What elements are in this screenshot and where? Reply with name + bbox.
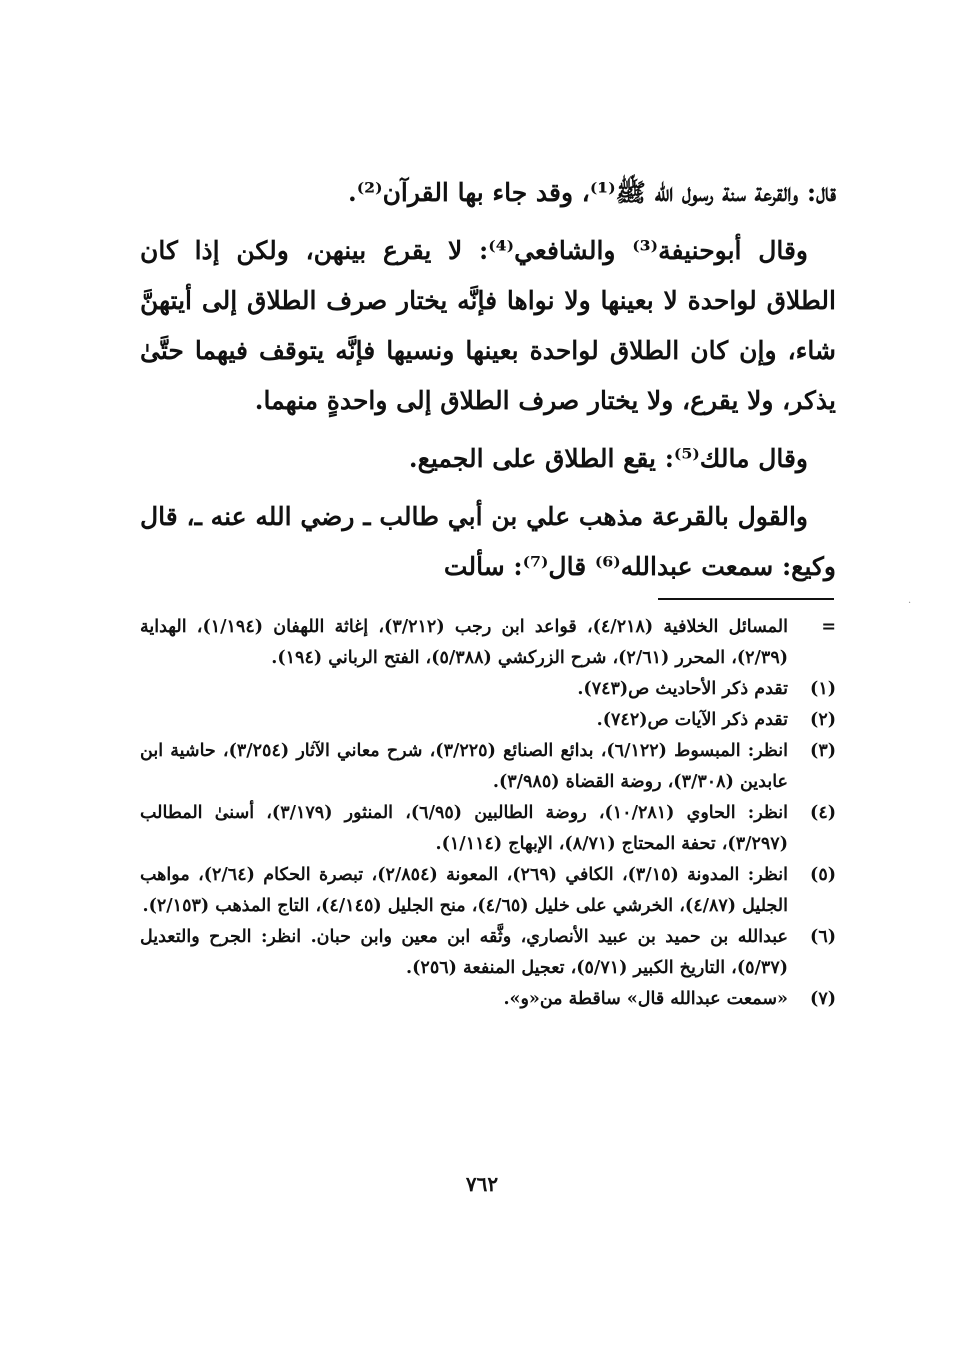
footnote-text: المسائل الخلافية (٤/٢١٨)، قواعد ابن رجب (٣/٢١٢)، إغاثة اللهفان (١/١٩٤)، الهداية (٢/٣٩)، المحرر (٢/٦١)، شرح الزركشي (٥/٣٨٨)، الفتح الرباني (١٩٤). [140,617,788,668]
page-number: ٧٦٢ [465,1172,499,1196]
footnote-number: (١) [810,679,836,699]
footnotes [140,612,836,1015]
footnote-number: (٤) [810,803,836,823]
footnote-number: (٢) [810,710,836,730]
paragraph-1: قال: والقرعة سنة رسول الله ﷺ⁽¹⁾، وقد جاء بها القرآن⁽²⁾. [348,178,836,207]
footnote-text: عبدالله بن حميد بن عبيد الأنصاري، وثَّقه ابن معين وابن حبان. انظر: الجرح والتعديل (٥/٣٧)، التاريخ الكبير (٥/٧١)، تعجيل المنفعة (٢٥٦). [140,927,788,978]
scan-speck: · [908,598,912,609]
footnote-number: = [821,617,836,637]
footnote-text: انظر: المبسوط (٦/١٢٢)، بدائع الصنائع (٣/٢٢٥)، شرح معاني الآثار (٣/٢٥٤)، حاشية ابن عابدين (٣/٣٠٨)، روضة القضاة (٣/٩٨٥). [140,741,788,792]
footnote-separator [658,598,834,600]
footnote-2 [140,705,836,736]
footnote-text: تقدم ذكر الأحاديث ص(٧٤٣). [577,679,788,699]
footnote-continued [140,612,836,674]
footnote-number: (٦) [810,927,836,947]
footnote-4 [140,798,836,860]
footnote-number: (٥) [810,865,836,885]
paragraph-3: وقال مالك⁽⁵⁾: يقع الطلاق على الجميع. [408,444,808,473]
footnote-text: تقدم ذكر الآيات ص(٧٤٢). [596,710,788,730]
footnote-6 [140,922,836,984]
main-text [140,168,836,592]
paragraph-2: وقال أبوحنيفة⁽³⁾ والشافعي⁽⁴⁾: لا يقرع بينهن، ولكن إذا كان الطلاق لواحدة لا بعينها ولا نواها فإنَّه يختار صرف الطلاق إلى أيتهنَّ شاء، وإن كان الطلاق لواحدة بعينها ونسيها فإنَّه يتوقف فيهما حتَّىٰ يذكر، ولا يقرع، ولا يختار صرف الطلاق إلى واحدةٍ منهما. [140,236,836,415]
footnote-3 [140,736,836,798]
footnote-number: (٧) [810,989,836,1009]
footnote-text: «سمعت عبدالله قال» ساقطة من«و». [503,989,788,1009]
footnote-number: (٣) [810,741,836,761]
footnote-1 [140,674,836,705]
footnote-7 [140,984,836,1015]
footnote-5 [140,860,836,922]
footnote-text: انظر: الحاوي (١٠/٢٨١)، روضة الطالبين (٦/٩٥)، المنثور (٣/١٧٩)، أسنىٰ المطالب (٣/٢٩٧)، تحفة المحتاج (٨/٧١)، الإبهاج (١/١١٤). [140,803,788,854]
footnote-text: انظر: المدونة (٣/١٥)، الكافي (٢٦٩)، المعونة (٢/٨٥٤)، تبصرة الحكام (٢/٦٤)، مواهب الجليل (٤/٨٧)، الخرشي على خليل (٤/٦٥)، منح الجليل (٤/١٤٥)، التاج المذهب (٢/١٥٣). [140,865,788,916]
paragraph-4: والقول بالقرعة مذهب علي بن أبي طالب ـ رضي الله عنه ـ، قال وكيع: سمعت عبدالله⁽⁶⁾ قال⁽⁷⁾: سألت [140,502,836,581]
